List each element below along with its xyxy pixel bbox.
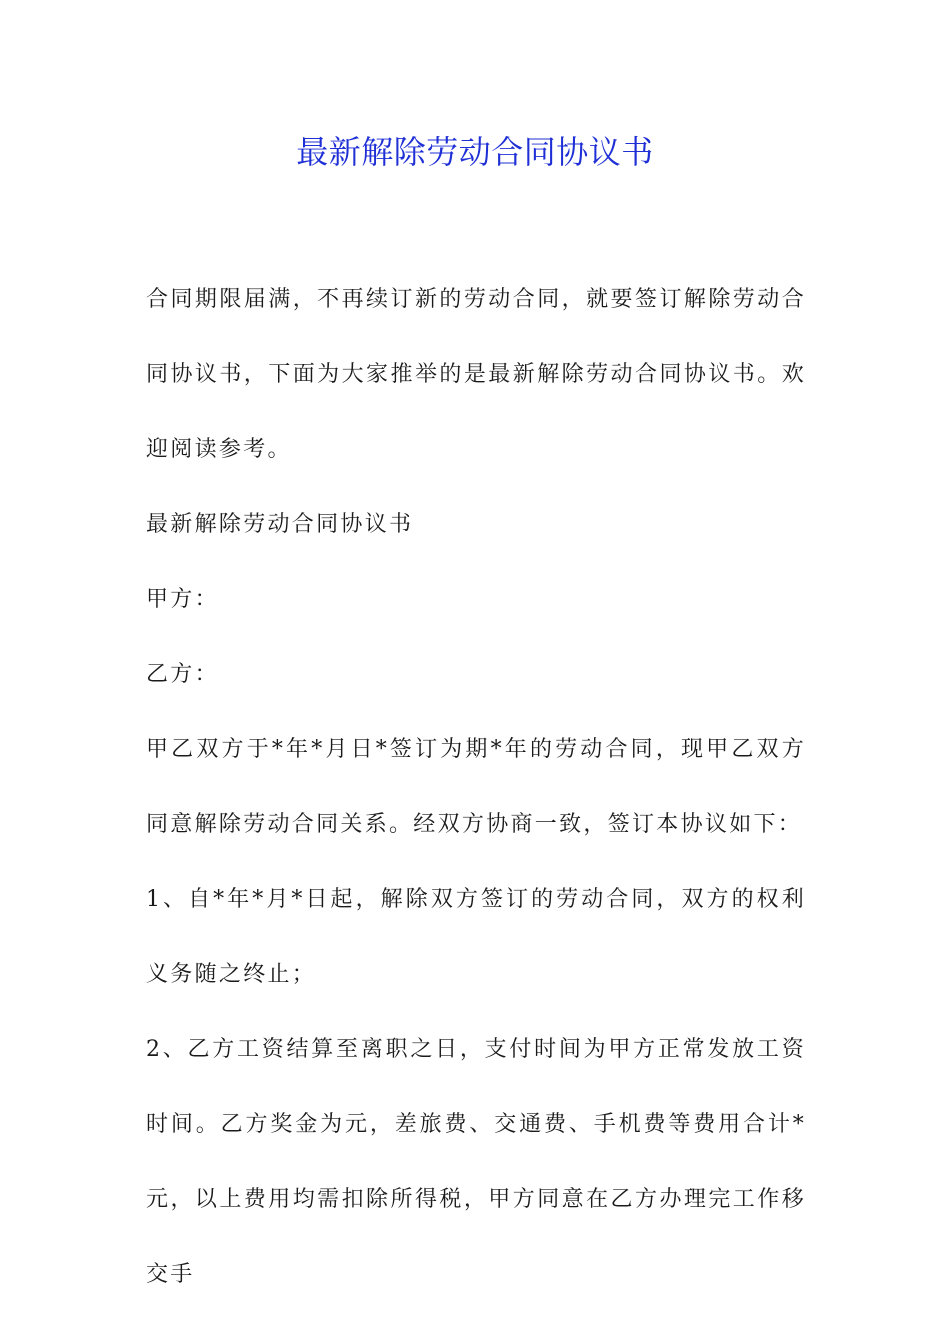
clause-2: 2、乙方工资结算至离职之日，支付时间为甲方正常发放工资时间。乙方奖金为元，差旅费、交通费、手机费等费用合计*元，以上费用均需扣除所得税，甲方同意在乙方办理完工作移交手: [146, 1037, 806, 1287]
agreement-preamble: 甲乙双方于*年*月日*签订为期*年的劳动合同，现甲乙双方同意解除劳动合同关系。经双方协商一致，签订本协议如下：: [146, 737, 806, 837]
section-heading: 最新解除劳动合同协议书: [146, 512, 414, 537]
document-body: [146, 262, 806, 1312]
party-b-line: 乙方：: [146, 662, 219, 687]
document-title: 最新解除劳动合同协议书: [296, 133, 654, 171]
intro-paragraph: 合同期限届满，不再续订新的劳动合同，就要签订解除劳动合同协议书，下面为大家推举的是最新解除劳动合同协议书。欢迎阅读参考。: [146, 287, 806, 462]
clause-1: 1、自*年*月*日起，解除双方签订的劳动合同，双方的权利义务随之终止；: [146, 887, 806, 987]
party-a-line: 甲方：: [146, 587, 219, 612]
